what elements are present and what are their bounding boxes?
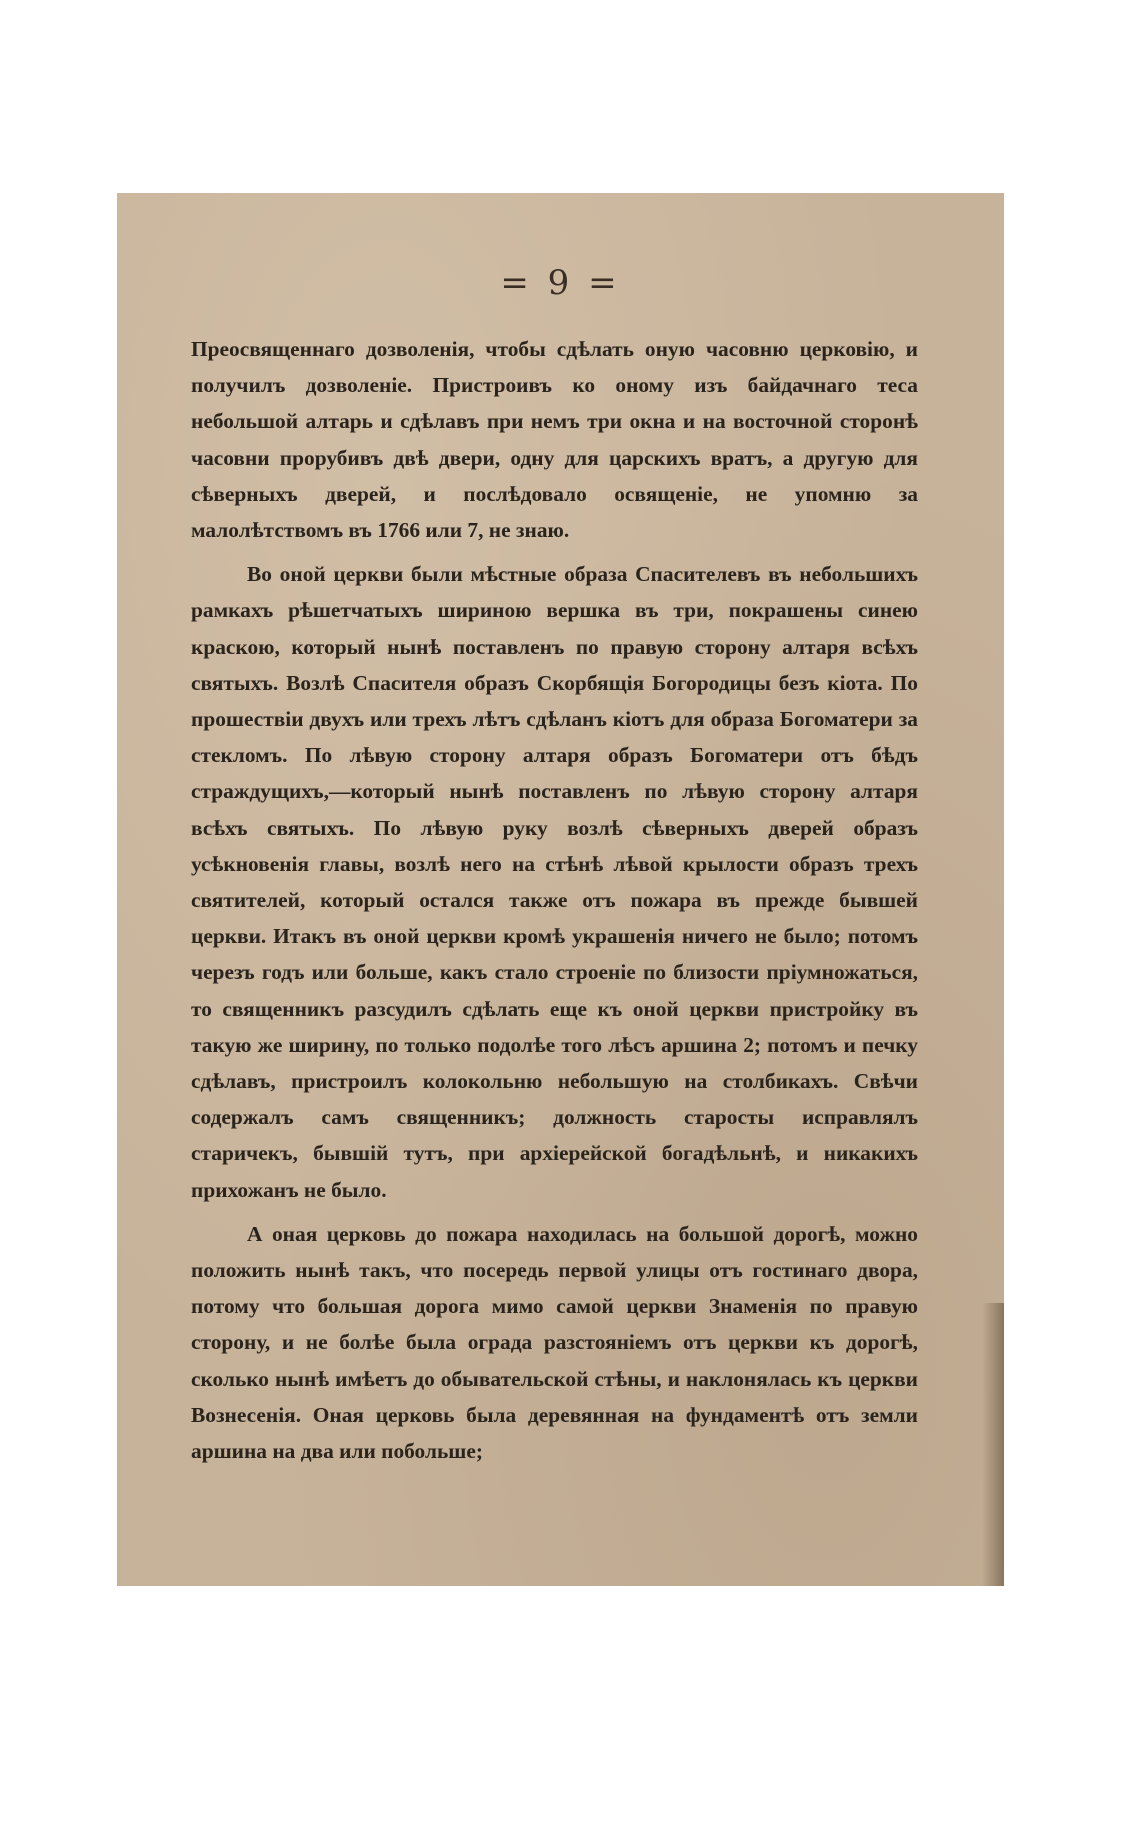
scanned-page [117, 193, 1004, 1586]
paragraph-2: Во оной церкви были мѣстные образа Спасителевъ въ небольшихъ рамкахъ рѣшетчатыхъ шириною вершка въ три, покрашены синею краскою, который нынѣ поставленъ по правую сторону алтаря всѣхъ святыхъ. Возлѣ Спасителя образъ Скорбящія Богородицы безъ кіота. По прошествіи двухъ или трехъ лѣтъ сдѣланъ кіотъ для образа Богоматери за стекломъ. По лѣвую сторону алтаря образъ Богоматери отъ бѣдъ страждущихъ,—который нынѣ поставленъ по лѣвую сторону алтаря всѣхъ святыхъ. По лѣвую руку возлѣ сѣверныхъ дверей образъ усѣкновенія главы, возлѣ него на стѣнѣ лѣвой крылости образъ трехъ святителей, который остался также отъ пожара въ прежде бывшей церкви. Итакъ въ оной церкви кромѣ украшенія ничего не было; потомъ черезъ годъ или больше, какъ стало строеніе по близости пріумножаться, то священникъ разсудилъ сдѣлать еще къ оной церкви пристройку въ такую же ширину, по только подолѣе того лѣсъ аршина 2; потомъ и печку сдѣлавъ, пристроилъ колокольню небольшую на столбикахъ. Свѣчи содержалъ самъ священникъ; должность старосты исправлялъ старичекъ, бывшій тутъ, при архіерейской богадѣльнѣ, и никакихъ прихожанъ не было. [191, 562, 918, 1202]
page-edge-shadow [982, 1303, 1004, 1586]
body-text [191, 331, 918, 1469]
page-number: = 9 = [500, 263, 621, 303]
paragraph-3: А оная церковь до пожара находилась на большой дорогѣ, можно положить нынѣ такъ, что посередь первой улицы отъ гостинаго двора, потому что большая дорога мимо самой церкви Знаменія по правую сторону, и не болѣе была ограда разстояніемъ отъ церкви къ дорогѣ, сколько нынѣ имѣетъ до обывательской стѣны, и наклонялась къ церкви Вознесенія. Оная церковь была деревянная на фундаментѣ отъ земли аршина на два или побольше; [191, 1221, 918, 1464]
paragraph-1: Преосвященнаго дозволенія, чтобы сдѣлать оную часовню церковію, и получилъ дозволеніе. Пристроивъ ко оному изъ байдачнаго теса небольшой алтарь и сдѣлавъ при немъ три окна и на восточной сторонѣ часовни прорубивъ двѣ двери, одну для царскихъ вратъ, а другую для сѣверныхъ дверей, и послѣдовало освященіе, не упомню за малолѣтствомъ въ 1766 или 7, не знаю. [191, 337, 918, 543]
